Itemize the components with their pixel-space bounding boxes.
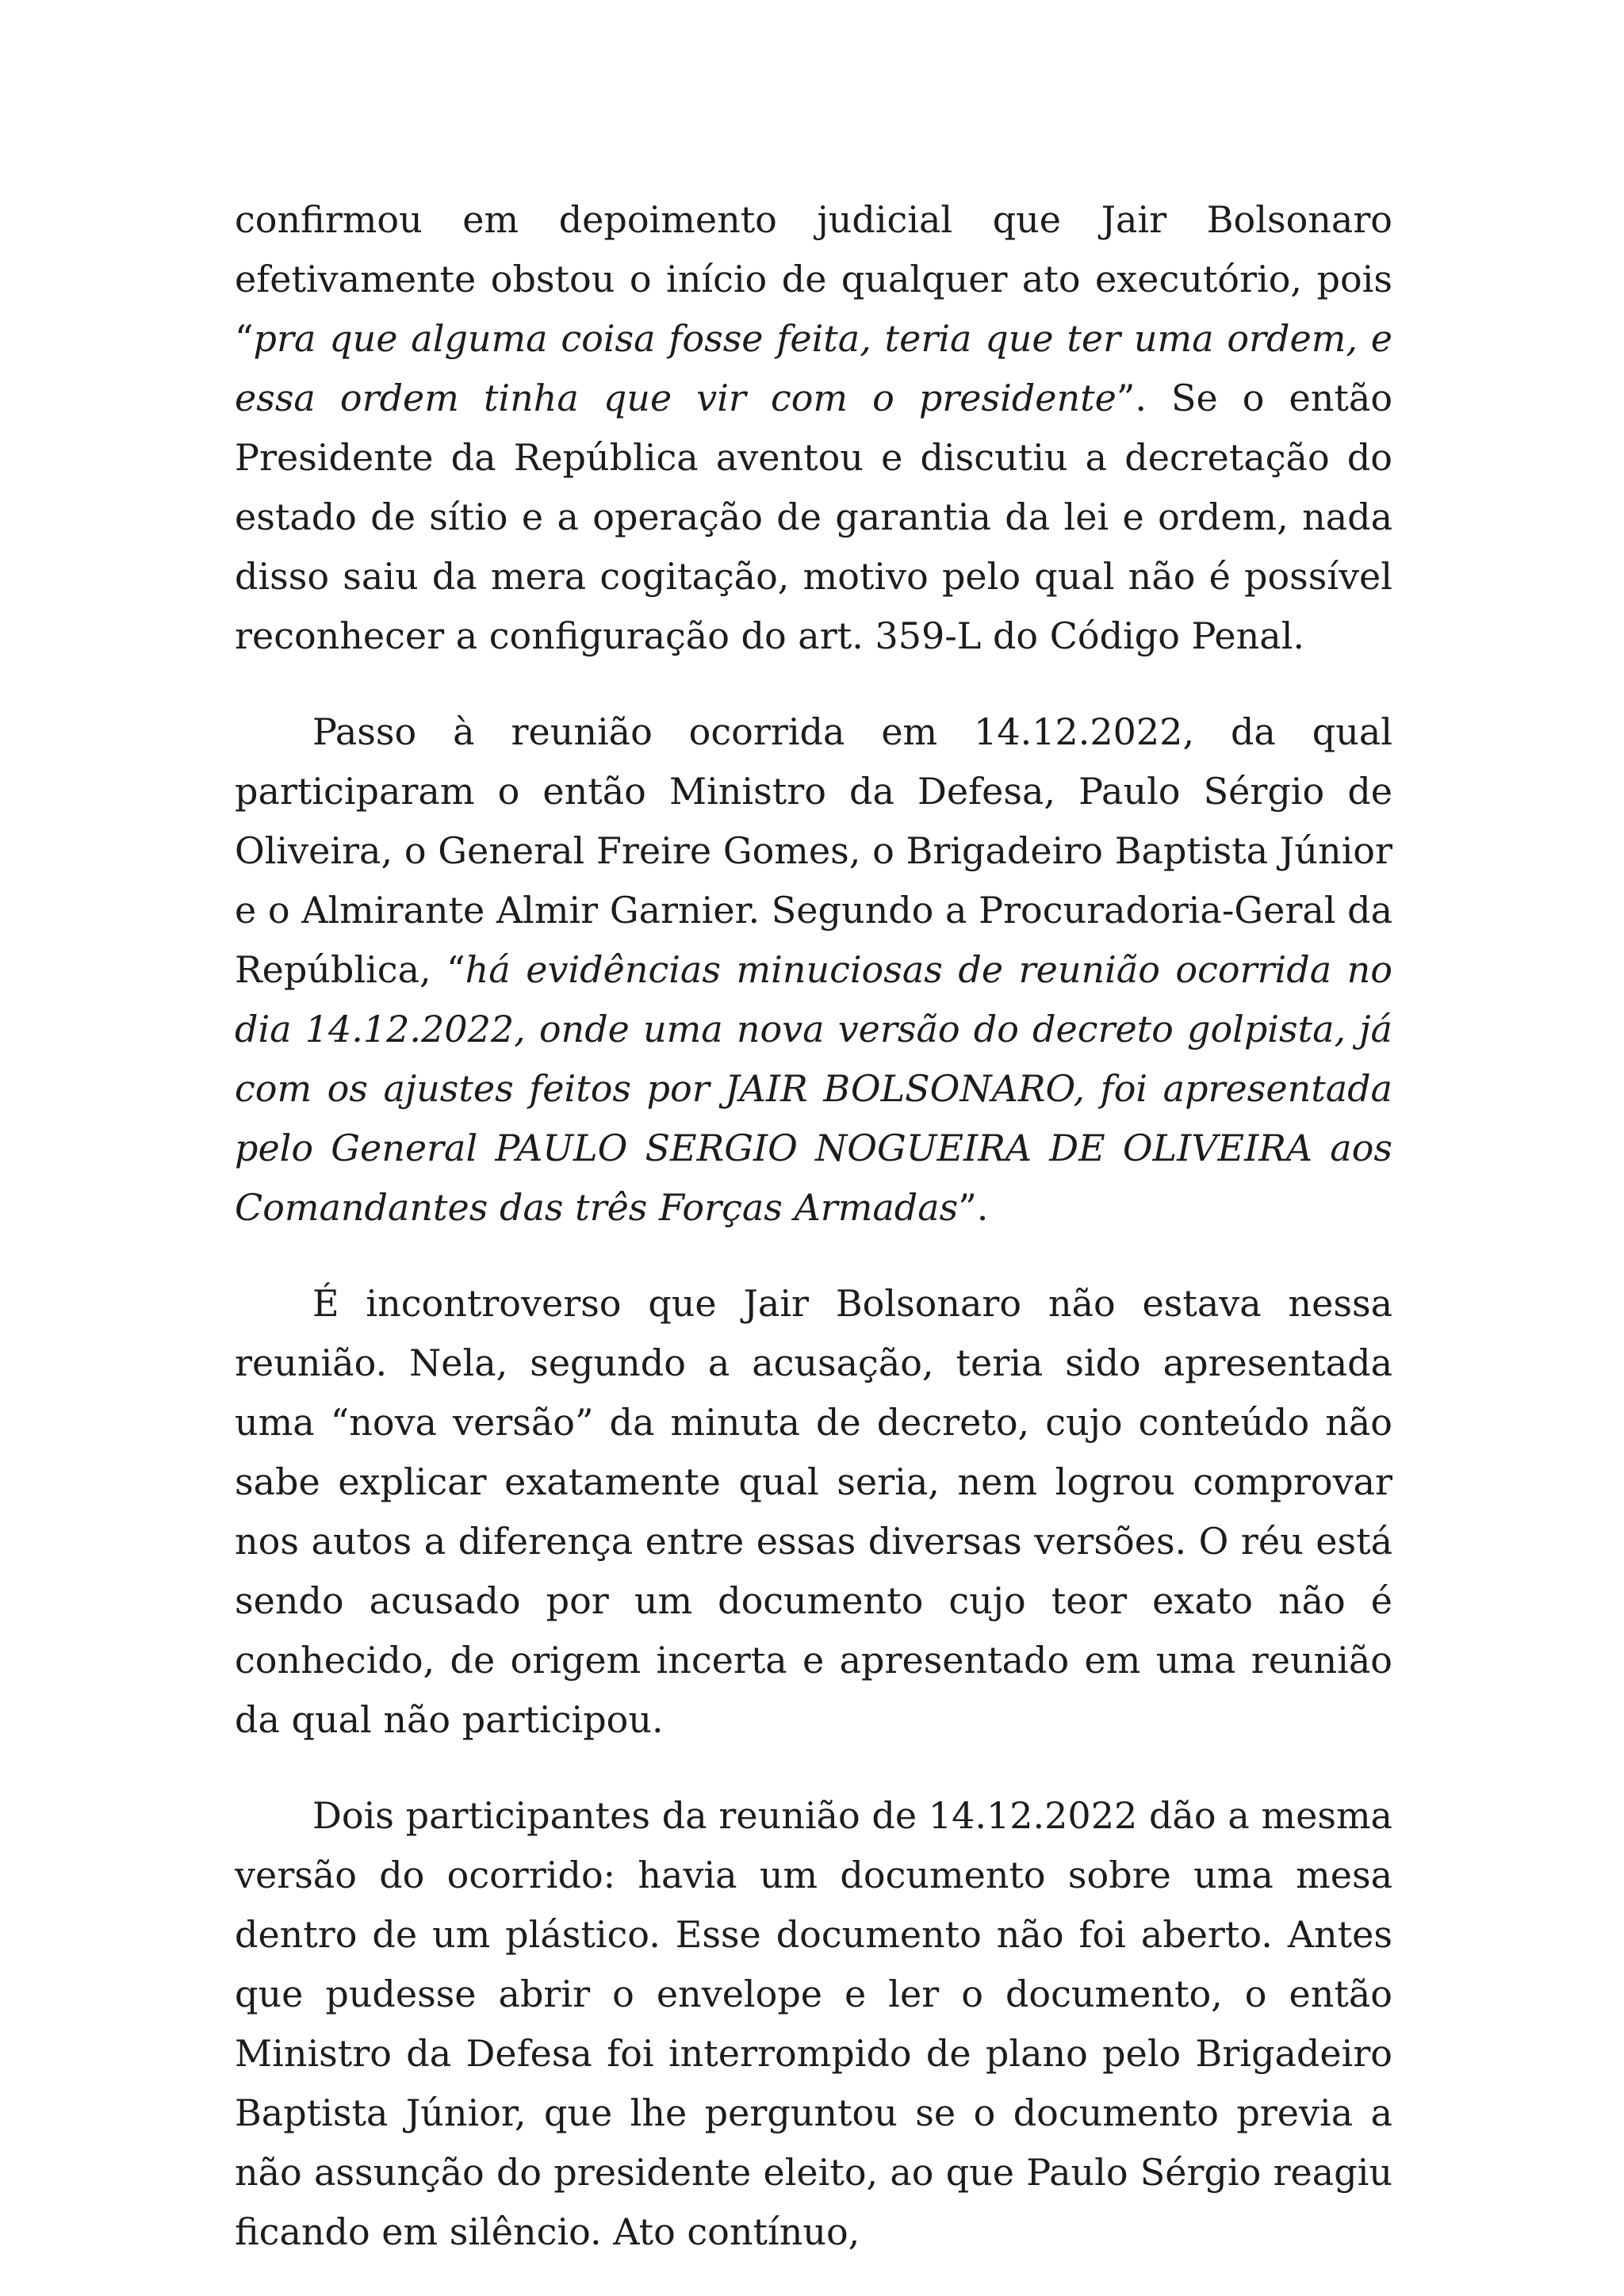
paragraph-1-text-a: confirmou em depoimento judicial que Jair Bolsonaro efetivamente obstou o início de qualquer ato executório, pois “ [235, 198, 1392, 360]
document-body [235, 190, 1392, 2262]
paragraph-1-text-b: ”. Se o então Presidente da República aventou e discutiu a decretação do estado de sítio e a operação de garantia da lei e ordem, nada disso saiu da mera cogitação, motivo pelo qual não é possível reconhecer a configuração do art. 359-L do Código Penal. [235, 377, 1393, 657]
paragraph-2-quote: há evidências minuciosas de reunião ocorrida no dia 14.12.2022, onde uma nova versão do decreto golpista, já com os ajustes feitos por JAIR BOLSONARO, foi apresentada pelo General PAULO SERGIO NOGUEIRA DE OLIVEIRA aos Comandantes das três Forças Armadas [235, 948, 1392, 1229]
paragraph-2-text-b: ”. [958, 1186, 989, 1229]
paragraph-2-text-a: Passo à reunião ocorrida em 14.12.2022, da qual participaram o então Ministro da Defesa, Paulo Sérgio de Oliveira, o General Freire Gomes, o Brigadeiro Baptista Júnior e o Almirante Almir Garnier. Segundo a Procuradoria-Geral da República, “ [235, 710, 1392, 991]
paragraph-3-text: É incontroverso que Jair Bolsonaro não estava nessa reunião. Nela, segundo a acusação, teria sido apresentada uma “nova versão” da minuta de decreto, cujo conteúdo não sabe explicar exatamente qual seria, nem logrou comprovar nos autos a diferença entre essas diversas versões. O réu está sendo acusado por um documento cujo teor exato não é conhecido, de origem incerta e apresentado em uma reunião da qual não participou. [235, 1282, 1392, 1741]
paragraph-1 [235, 190, 1392, 666]
paragraph-2 [235, 702, 1392, 1238]
paragraph-1-quote: pra que alguma coisa fosse feita, teria que ter uma ordem, e essa ordem tinha que vir com o presidente [235, 317, 1392, 419]
paragraph-4 [235, 1786, 1392, 2262]
paragraph-4-text: Dois participantes da reunião de 14.12.2022 dão a mesma versão do ocorrido: havia um documento sobre uma mesa dentro de um plástico. Esse documento não foi aberto. Antes que pudesse abrir o envelope e ler o documento, o então Ministro da Defesa foi interrompido de plano pelo Brigadeiro Baptista Júnior, que lhe perguntou se o documento previa a não assunção do presidente eleito, ao que Paulo Sérgio reagiu ficando em silêncio. Ato contínuo, [235, 1794, 1392, 2253]
paragraph-3 [235, 1274, 1392, 1750]
